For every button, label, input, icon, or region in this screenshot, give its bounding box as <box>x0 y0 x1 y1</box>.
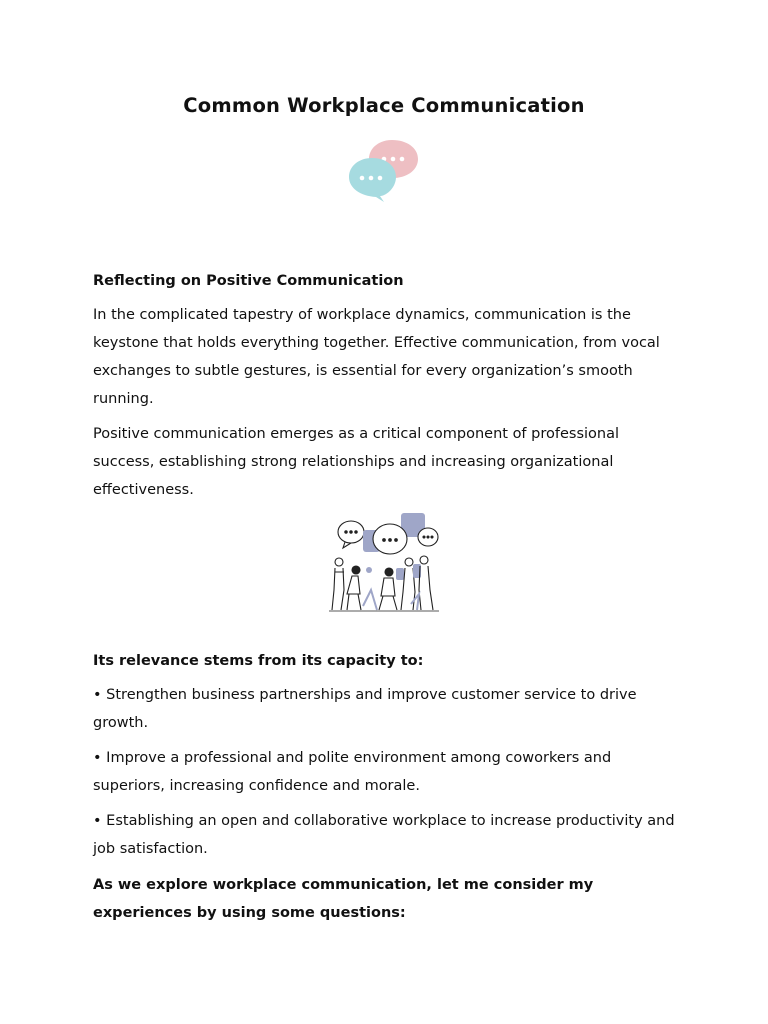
section1-heading: Reflecting on Positive Communication <box>93 273 404 289</box>
team-conversation-illustration <box>327 510 442 618</box>
list-item: • Strengthen business partnerships and improve customer service to drive growth. <box>93 687 637 731</box>
page-title: Common Workplace Communication <box>183 94 585 117</box>
paragraph: Positive communication emerges as a critical component of professional success, establishing strong relationships and increasing organizational effectiveness. <box>93 426 620 498</box>
section1 <box>93 270 678 504</box>
paragraph: In the complicated tapestry of workplace dynamics, communication is the keystone that holds everything together. Effective communication, from vocal exchanges to subtle gestures, is essential for every organization’s smooth running. <box>93 307 660 407</box>
list-item: • Improve a professional and polite environment among coworkers and superiors, increasing confidence and morale. <box>93 750 612 794</box>
closing-question-heading: As we explore workplace communication, let me consider my experiences by using some questions: <box>93 877 594 921</box>
list-item: • Establishing an open and collaborative workplace to increase productivity and job satisfaction. <box>93 813 675 857</box>
section2 <box>93 650 678 927</box>
speech-bubbles-icon <box>344 138 424 206</box>
section2-heading: Its relevance stems from its capacity to: <box>93 653 424 669</box>
